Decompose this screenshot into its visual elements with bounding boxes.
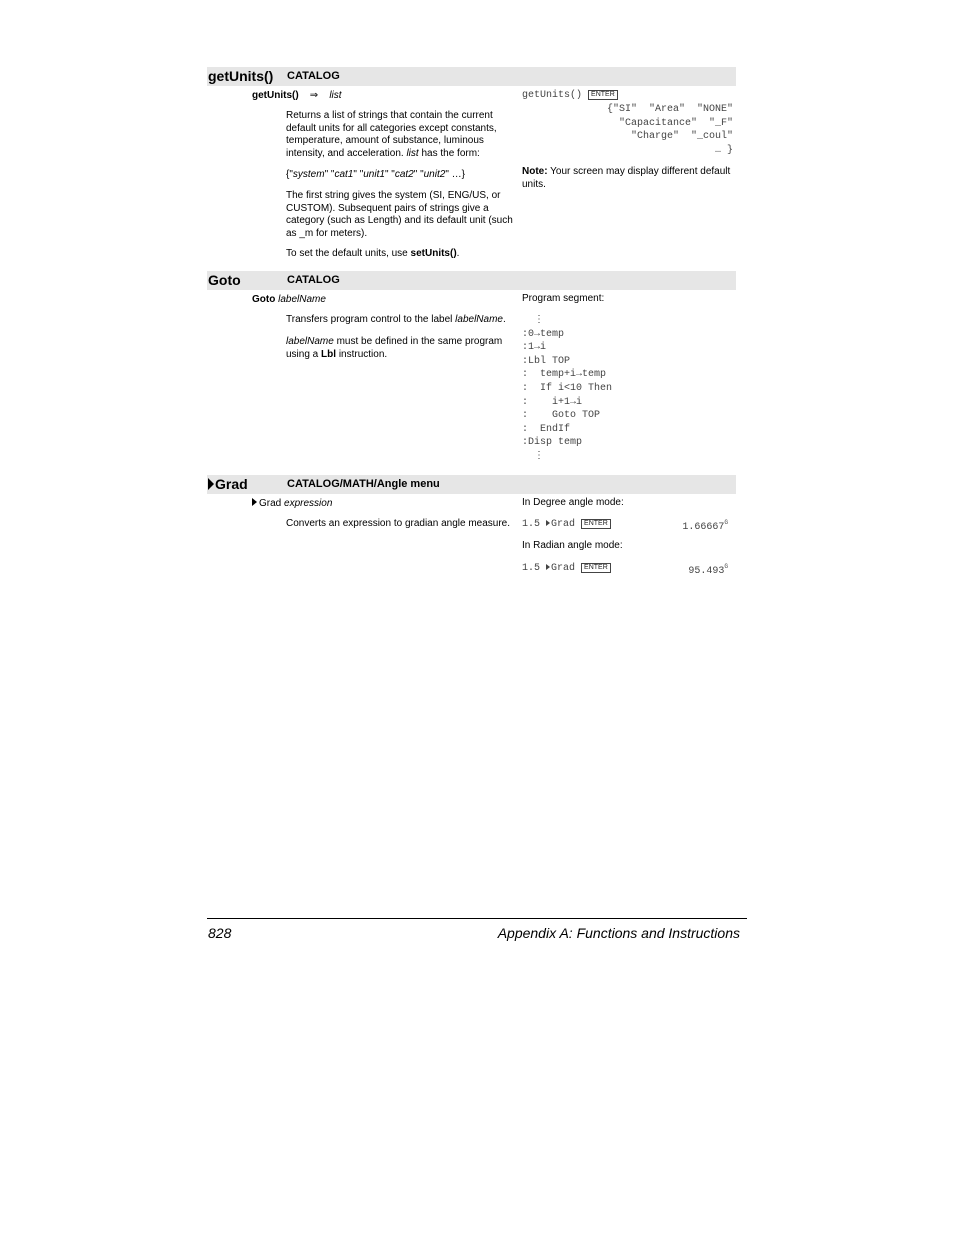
code-line: :0→temp [522, 328, 565, 340]
form-cat1: cat1 [334, 169, 354, 180]
grad-example-2-input [522, 563, 611, 574]
grad-example-1-input [522, 519, 611, 530]
getunits-menu-path: CATALOG [287, 70, 340, 82]
convert-triangle-icon [546, 520, 550, 526]
syntax-result: list [329, 90, 342, 101]
code-line: ⋮ [522, 315, 545, 326]
desc-italic: list [406, 147, 419, 159]
footer-rule [207, 918, 747, 919]
goto-example-caption: Program segment: [522, 293, 605, 304]
getunits-title: getUnits() [208, 68, 274, 84]
example-result: 1.66667 [682, 522, 725, 533]
syntax-argument: labelName [278, 294, 326, 305]
grad-title-text: Grad [215, 476, 248, 492]
grad-syntax [252, 497, 332, 510]
enter-key-icon: ENTER [581, 519, 611, 529]
grad-description: Converts an expression to gradian angle measure. [286, 518, 511, 529]
grad-header-band [207, 475, 736, 494]
example-function: Grad [551, 519, 576, 530]
grad-title [208, 475, 248, 494]
goto-header-band [207, 271, 736, 290]
desc-text: must be defined in the same program using a [286, 336, 503, 360]
goto-code-block [522, 314, 612, 464]
code-line: :1→i [522, 342, 547, 354]
getunits-note [522, 166, 734, 191]
convert-triangle-icon [208, 478, 214, 490]
form-cat2: cat2 [394, 169, 414, 180]
getunits-description-1 [286, 110, 514, 160]
example-input: 1.5 [522, 563, 547, 574]
goto-title: Goto [208, 272, 241, 288]
form-unit2: unit2 [423, 169, 446, 180]
example-input: getUnits() [522, 90, 583, 101]
example-result: 95.493 [688, 566, 725, 577]
form-part: {" [286, 169, 293, 180]
convert-triangle-icon [546, 564, 550, 570]
enter-key-icon: ENTER [581, 563, 611, 573]
desc-text: Transfers program control to the label [286, 314, 453, 325]
grad-example-2-result [688, 563, 728, 577]
getunits-output-line-4: … } [714, 145, 733, 156]
goto-menu-path: CATALOG [287, 274, 340, 286]
syntax-instruction-name: Goto [252, 294, 276, 305]
grad-caption-radian: In Radian angle mode: [522, 540, 623, 551]
grad-caption-degree: In Degree angle mode: [522, 497, 624, 508]
form-unit1: unit1 [363, 169, 385, 180]
page-number: 828 [208, 925, 232, 941]
desc-italic: labelName [286, 336, 334, 347]
getunits-output-line-1: {"SI" "Area" "NONE" [606, 104, 733, 115]
goto-description-1 [286, 314, 514, 327]
getunits-example-input [522, 90, 618, 101]
desc-text: has the form: [421, 147, 480, 159]
goto-description-2 [286, 336, 514, 361]
getunits-description-3 [286, 248, 514, 261]
note-text: Your screen may display different default units. [522, 166, 731, 190]
code-line: : If i<10 Then [522, 382, 613, 394]
gradian-superscript: G [724, 519, 728, 526]
footer-section-title: Appendix A: Functions and Instructions [497, 925, 740, 941]
grad-menu-path: CATALOG/MATH/Angle menu [287, 478, 440, 490]
getunits-list-form [286, 169, 514, 182]
form-part: " …} [445, 169, 465, 180]
code-line: : i+1→i [522, 396, 583, 408]
form-system: system [292, 169, 325, 180]
setunits-reference: setUnits() [410, 248, 457, 259]
convert-triangle-icon [252, 498, 257, 506]
form-part: " " [384, 169, 395, 180]
goto-syntax [252, 293, 326, 306]
code-line: : EndIf [522, 423, 571, 435]
code-line: ⋮ [522, 450, 545, 462]
implies-arrow-icon: ⇒ [309, 90, 319, 101]
syntax-argument: expression [284, 498, 333, 509]
code-line: : Goto TOP [522, 410, 601, 422]
desc-text: . [456, 248, 460, 259]
form-part: " " [353, 169, 364, 180]
desc-text: . [502, 314, 506, 325]
desc-text: To set the default units, use [286, 248, 408, 259]
example-function: Grad [551, 563, 576, 574]
note-label: Note: [522, 166, 548, 177]
getunits-output-line-3: "Charge" "_coul" [630, 131, 733, 142]
desc-text: Returns a list of strings that contain the current default units for all categories except constants, temperature, amount of substance, luminous intensity, and acceleration. [286, 110, 497, 159]
syntax-function-name: Grad [259, 498, 282, 509]
getunits-output-line-2: "Capacitance" "_F" [618, 118, 733, 129]
desc-italic: labelName [455, 314, 503, 325]
form-part: " " [413, 169, 424, 180]
gradian-superscript: G [724, 563, 728, 570]
code-line: :Lbl TOP [522, 355, 571, 367]
desc-text: instruction. [338, 348, 388, 360]
code-line: : temp+i→temp [522, 369, 607, 381]
getunits-description-2: The first string gives the system (SI, ENG/US, or CUSTOM). Subsequent pairs of strings give a category (such as Length) and its default unit (such as _m for meters). [286, 190, 513, 239]
getunits-syntax [252, 89, 342, 102]
syntax-function-name: getUnits() [252, 90, 299, 101]
enter-key-icon: ENTER [588, 90, 618, 100]
example-input: 1.5 [522, 519, 547, 530]
lbl-reference: Lbl [321, 348, 337, 360]
getunits-header-band [207, 67, 736, 86]
form-part: " " [324, 169, 335, 180]
grad-example-1-result [682, 519, 728, 533]
code-line: :Disp temp [522, 437, 583, 449]
